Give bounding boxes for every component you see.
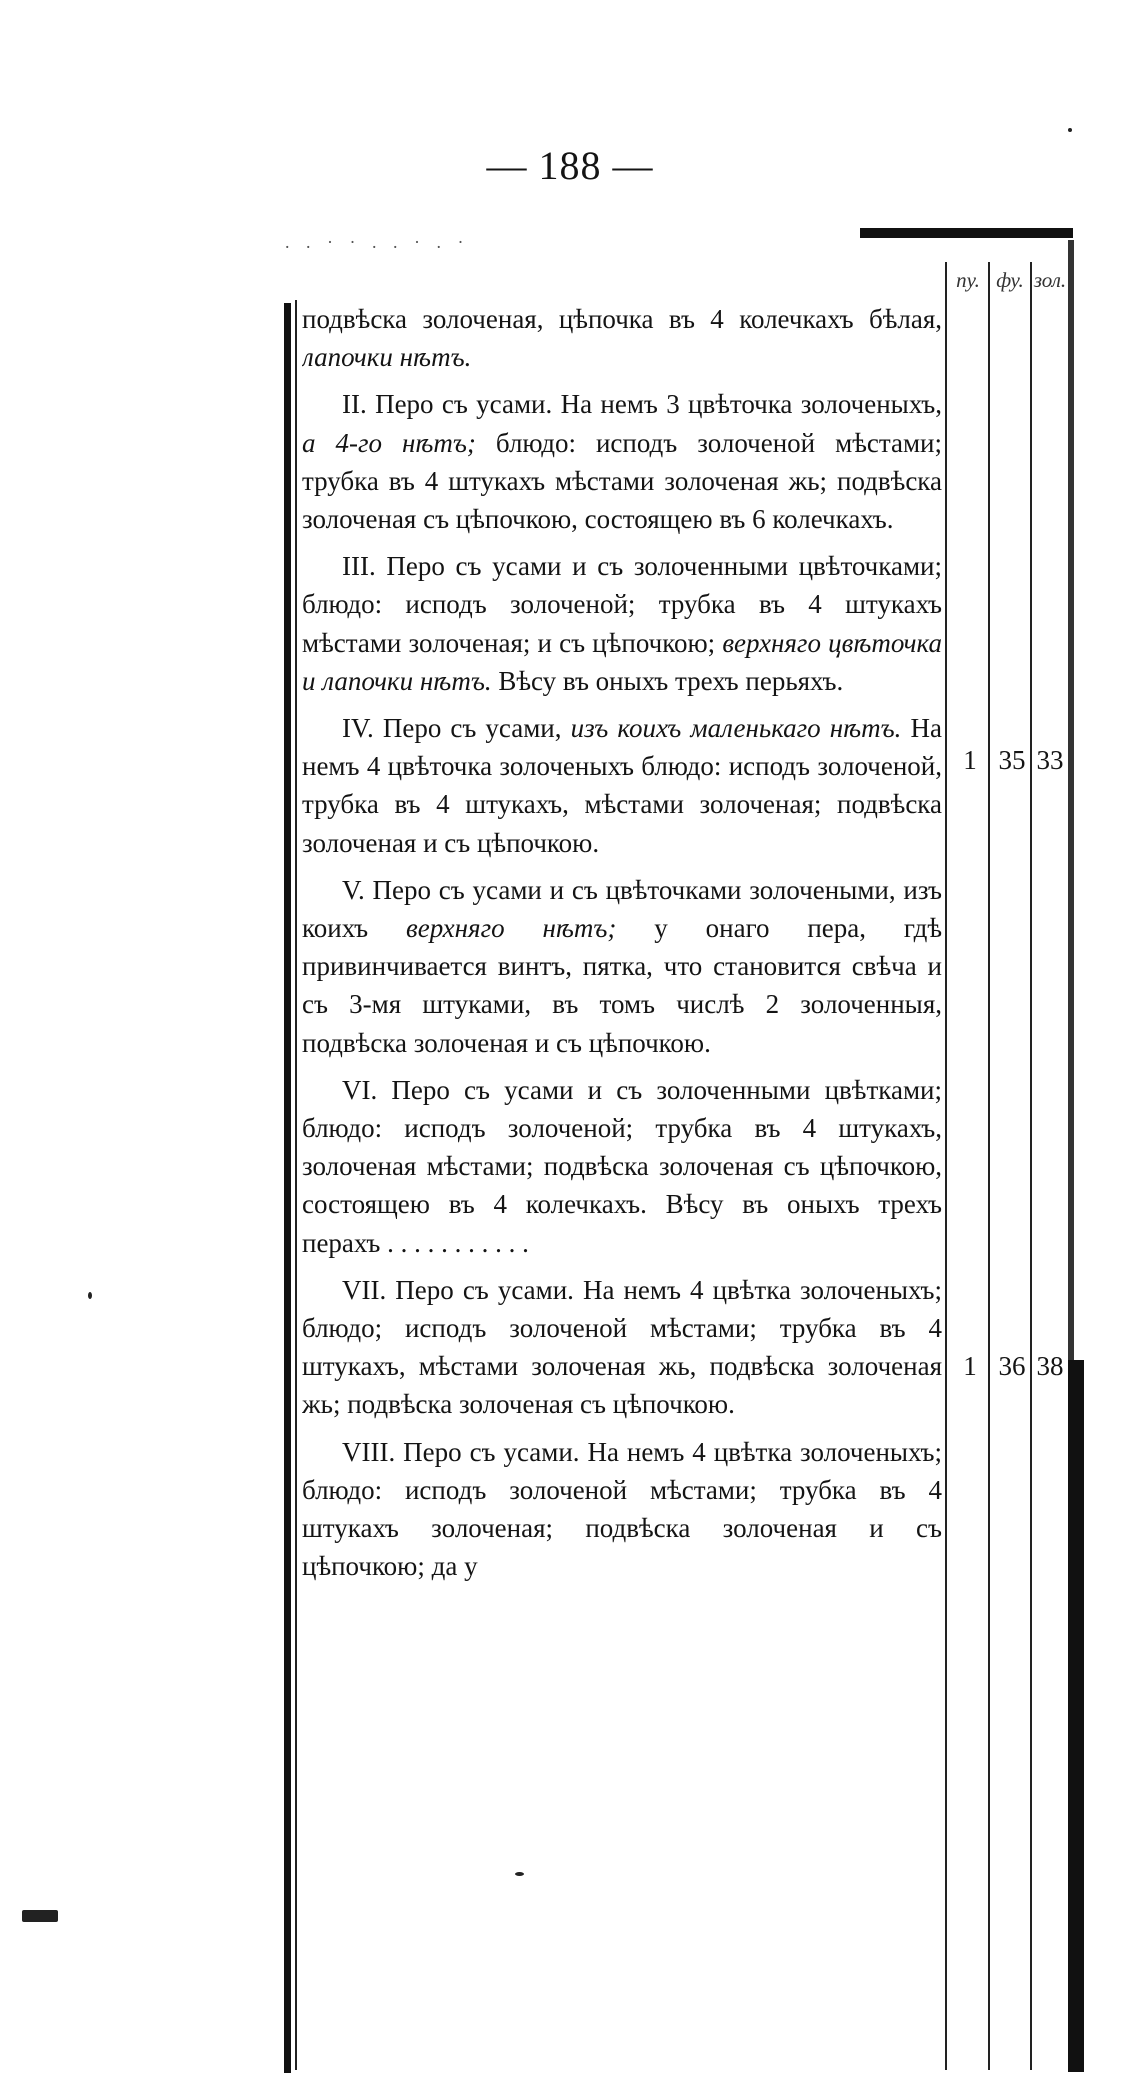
paragraph: подвѣска золоченая, цѣпочка въ 4 колечкахъ бѣлая, лапочки нѣтъ. bbox=[302, 304, 942, 373]
paragraph-item-3: III. Перо съ усами и съ золоченными цвѣточками; блюдо: исподъ золоченой; трубка въ 4 штукахъ мѣстами золоченая; и съ цѣпочкою; верхняго цвѣточка и лапочки нѣтъ. Вѣсу въ оныхъ трехъ перьяхъ. bbox=[302, 551, 942, 696]
weight-pud-1: 1 bbox=[963, 745, 977, 775]
paragraph-item-6: VI. Перо съ усами и съ золоченными цвѣтками; блюдо: исподъ золоченой; трубка въ 4 штукахъ, золоченая мѣстами; подвѣска золоченая съ цѣпочкою, состоящею въ 4 колечкахъ. Вѣсу въ оныхъ трехъ перахъ . . . . . . . . . . . bbox=[302, 1074, 942, 1258]
weight-pud-2: 1 bbox=[963, 1351, 977, 1381]
column-divider bbox=[988, 262, 990, 2070]
weight-zolotnik-1: 33 bbox=[1036, 745, 1064, 775]
weight-funt-1: 35 bbox=[998, 745, 1026, 775]
column-divider bbox=[945, 262, 947, 2070]
decorative-dots: . . · · . . · . · bbox=[285, 232, 470, 252]
table-top-rule bbox=[860, 228, 1073, 238]
scan-speck bbox=[1068, 128, 1072, 132]
paragraph-item-8: VIII. Перо съ усами. На немъ 4 цвѣтка золоченыхъ; блюдо: исподъ золоченой мѣстами; трубка въ 4 штукахъ золоченая; подвѣска золоченая и съ цѣпочкою; да у bbox=[302, 1436, 942, 1582]
paragraph-item-2: II. Перо съ усами. На немъ 3 цвѣточка золоченыхъ, а 4-го нѣтъ; блюдо: исподъ золоченой мѣстами; трубка въ 4 штукахъ мѣстами золоченая жь; подвѣска золоченая съ цѣпочкою, состоящею въ 6 колечкахъ. bbox=[302, 389, 942, 535]
page-number: — 188 — bbox=[486, 143, 654, 188]
paragraph-item-5: V. Перо съ усами и съ цвѣточками золочеными, изъ коихъ верхняго нѣтъ; у онаго пера, гдѣ привинчивается винтъ, пятка, что становится свѣча и съ 3-мя штуками, въ томъ числѣ 2 золоченныя, подвѣска золоченая и съ цѣпочкою. bbox=[302, 874, 942, 1058]
column-divider bbox=[1030, 262, 1032, 2070]
left-margin-thin-rule bbox=[295, 300, 297, 2070]
scan-speck bbox=[515, 1872, 524, 1876]
scan-speck bbox=[88, 1292, 92, 1299]
paragraph-item-7: VII. Перо съ усами. На немъ 4 цвѣтка золоченыхъ; блюдо; исподъ золоченой мѣстами; трубка въ 4 штукахъ, мѣстами золоченая жь, подвѣска золоченая жь; подвѣска золоченая съ цѣпочкою. bbox=[302, 1274, 942, 1420]
paragraph-item-4: IV. Перо съ усами, изъ коихъ маленькаго нѣтъ. На немъ 4 цвѣточка золоченыхъ блюдо: исподъ золоченой, трубка въ 4 штукахъ, мѣстами золоченая; подвѣска золоченая и съ цѣпочкою. bbox=[302, 713, 942, 858]
column-header-pud: пу. bbox=[956, 268, 980, 292]
left-margin-rule bbox=[284, 303, 291, 2073]
weight-zolotnik-2: 38 bbox=[1036, 1351, 1064, 1381]
column-header-zolotnik: зол. bbox=[1033, 268, 1067, 292]
column-header-funt: фу. bbox=[996, 268, 1024, 292]
weight-funt-2: 36 bbox=[998, 1351, 1026, 1381]
scan-speck bbox=[22, 1910, 58, 1922]
page-edge-shadow bbox=[1068, 1360, 1084, 2072]
body-text bbox=[302, 300, 942, 2070]
